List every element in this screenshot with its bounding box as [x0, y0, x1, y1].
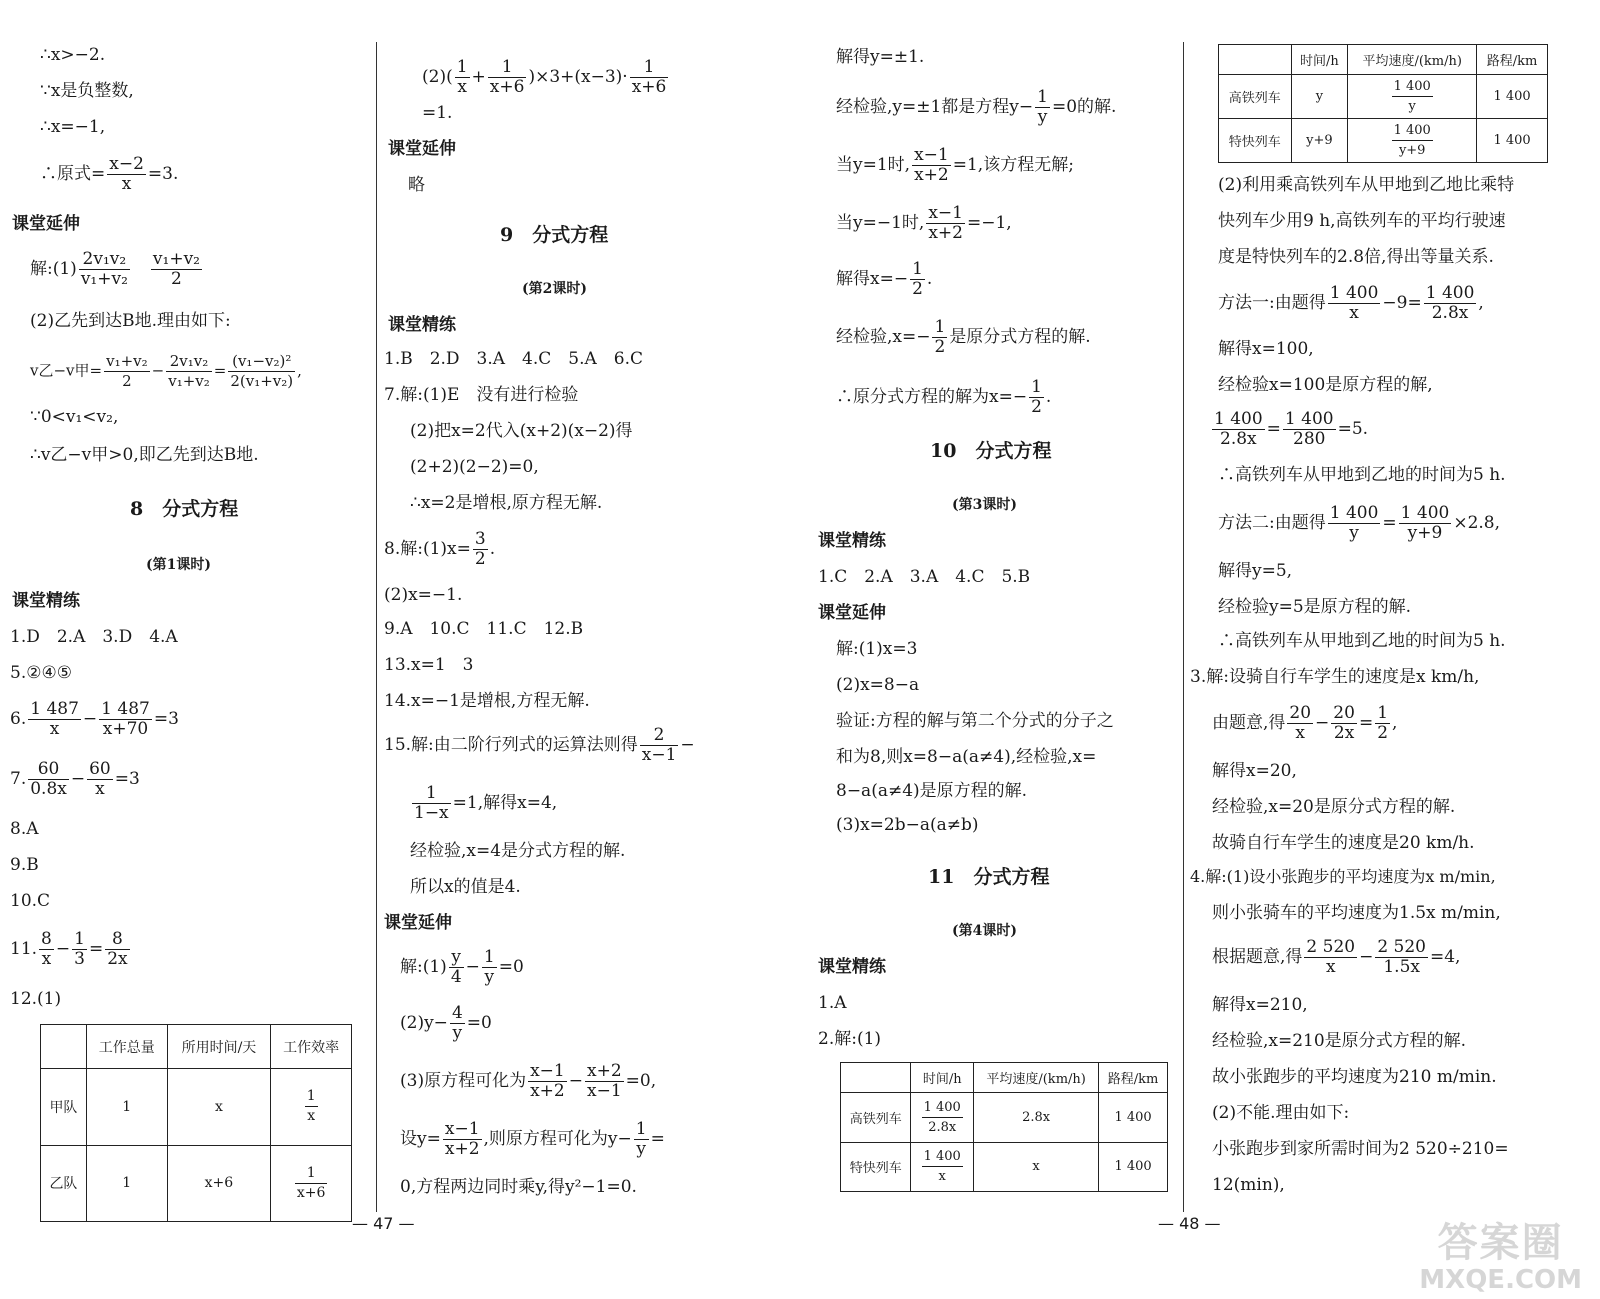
text-line: 解得x=100,	[1218, 339, 1314, 359]
answer-line: 8−a(a≠4)是原方程的解.	[836, 781, 1028, 801]
table-header: 平均速度/(km/h)	[1348, 45, 1477, 75]
section-heading: 课堂延伸	[388, 139, 456, 159]
text-line: (2)乙先到达B地.理由如下:	[30, 311, 231, 331]
answer-line: 经检验,x=20是原分式方程的解.	[1212, 797, 1456, 817]
text-line: 经检验x=100是原方程的解,	[1218, 375, 1433, 395]
table-cell: 1	[86, 1069, 167, 1146]
answer-line: 1.C 2.A 3.A 4.C 5.B	[818, 567, 1031, 587]
equation-line: 6. $\frac{1 487}{x}$ − $\frac{1 487}{x+70}$ =3	[10, 699, 179, 739]
section-heading: 课堂精练	[818, 957, 886, 977]
text-line: =1.	[422, 103, 453, 123]
answer-line: (3)x=2b−a(a≠b)	[836, 815, 979, 835]
answer-line: 经检验,x=4是分式方程的解.	[410, 841, 626, 861]
column-2	[380, 0, 780, 1235]
section-heading: 课堂延伸	[12, 214, 80, 234]
table-row	[41, 1145, 352, 1222]
section-heading: 课堂延伸	[384, 913, 452, 933]
table-cell: $\frac{1}{x+6}$	[271, 1145, 352, 1222]
table-header: 平均速度/(km/h)	[974, 1063, 1099, 1093]
equation-line: ∴原式= $\frac{x-2}{x}$ =3.	[40, 154, 179, 194]
answer-line: 7.解:(1)E 没有进行检验	[384, 385, 579, 405]
table-header: 时间/h	[1291, 45, 1348, 75]
table-cell: $\frac{1}{x}$	[271, 1069, 352, 1146]
text-line: 解得y=5,	[1218, 561, 1293, 581]
answer-line: (2)x=8−a	[836, 675, 920, 695]
answer-line: 4.解:(1)设小张跑步的平均速度为x m/min,	[1190, 867, 1496, 886]
table-header: 所用时间/天	[167, 1025, 271, 1069]
equation-line: $\frac{1 400}{2.8x}$ = $\frac{1 400}{280}$ =5.	[1214, 409, 1369, 449]
lesson-subtitle: (第3课时)	[952, 497, 1017, 513]
table-row	[41, 1069, 352, 1146]
column-1	[0, 0, 370, 1235]
answer-line: 12.(1)	[10, 989, 62, 1009]
text-line: 略	[408, 175, 425, 195]
table-cell: 2.8x	[974, 1093, 1099, 1143]
text-line: ∵0<v₁<v₂,	[30, 407, 119, 427]
text-line: 度是特快列车的2.8倍,得出等量关系.	[1218, 247, 1494, 267]
section-title: 8 分式方程	[130, 498, 239, 520]
answer-line: 验证:方程的解与第二个分式的分子之	[836, 711, 1114, 731]
equation-line: (2)y− $\frac{4}{y}$ =0	[400, 1003, 492, 1043]
answer-line: 和为8,则x=8−a(a≠4),经检验,x=	[836, 747, 1097, 767]
lesson-subtitle: (第1课时)	[146, 557, 211, 573]
table-cell: x+6	[167, 1145, 271, 1222]
table-header: 工作总量	[86, 1025, 167, 1069]
answer-line: 5.②④⑤	[10, 663, 72, 683]
table-cell: 1 400	[1099, 1142, 1168, 1192]
text-line: 解得y=±1.	[836, 47, 925, 67]
text-line: ∵x是负整数,	[40, 81, 134, 101]
section-title: 9 分式方程	[500, 224, 609, 246]
text-line: ∴高铁列车从甲地到乙地的时间为5 h.	[1218, 631, 1506, 651]
table-cell: x	[974, 1142, 1099, 1192]
table-row	[1219, 119, 1548, 163]
answer-line: 经检验,x=210是原分式方程的解.	[1212, 1031, 1467, 1051]
table-row	[841, 1093, 1168, 1143]
equation-line: (2)( $\frac{1}{x}$ + $\frac{1}{x+6}$ )×3+(x−3)· $\frac{1}{x+6}$	[422, 57, 667, 97]
equation-line: 7. $\frac{60}{0.8x}$ − $\frac{60}{x}$ =3	[10, 759, 140, 799]
column-4	[1190, 0, 1595, 1235]
column-3	[810, 0, 1180, 1235]
table-cell: $\frac{1 400}{2.8x}$	[911, 1093, 974, 1143]
answer-line: 则小张骑车的平均速度为1.5x m/min,	[1212, 903, 1501, 923]
answer-line: 2.解:(1)	[818, 1029, 882, 1049]
table-cell: $\frac{1 400}{y+9}$	[1348, 119, 1477, 163]
equation-line: 8.解:(1)x= $\frac{3}{2}$ .	[384, 529, 496, 569]
section-heading: 课堂精练	[388, 315, 456, 335]
work-efficiency-table	[40, 1024, 352, 1222]
answer-line: 8.A	[10, 819, 39, 839]
equation-line: 根据题意,得 $\frac{2 520}{x}$ − $\frac{2 520}{1.5x}$ =4,	[1212, 937, 1461, 977]
table-cell: $\frac{1 400}{y}$	[1348, 75, 1477, 119]
answer-line: 0,方程两边同时乘y,得y²−1=0.	[400, 1177, 637, 1197]
page-number: — 47 —	[352, 1214, 415, 1233]
answer-line: 故小张跑步的平均速度为210 m/min.	[1212, 1067, 1497, 1087]
equation-line: 方法一:由题得 $\frac{1 400}{x}$ −9= $\frac{1 400}{2.8x}$ ,	[1218, 283, 1484, 323]
train-table-1	[840, 1062, 1168, 1192]
answer-line: 解得x=20,	[1212, 761, 1297, 781]
equation-line: 解:(1) $\frac{y}{4}$ − $\frac{1}{y}$ =0	[400, 947, 524, 987]
table-header: 工作效率	[271, 1025, 352, 1069]
table-cell: 1 400	[1477, 75, 1548, 119]
answer-line: 10.C	[10, 891, 51, 911]
answer-line: 1.D 2.A 3.D 4.A	[10, 627, 178, 647]
table-header	[41, 1025, 87, 1069]
table-row	[841, 1142, 1168, 1192]
text-line: ∴v乙−v甲>0,即乙先到达B地.	[30, 445, 259, 465]
table-cell: x	[167, 1069, 271, 1146]
text-line: ∴x>−2.	[40, 45, 106, 65]
column-divider	[1183, 42, 1184, 1212]
equation-line: 由题意,得 $\frac{20}{x}$ − $\frac{20}{2x}$ = $\frac{1}{2}$ ,	[1212, 703, 1398, 743]
table-cell: y	[1291, 75, 1348, 119]
answer-line: 故骑自行车学生的速度是20 km/h.	[1212, 833, 1475, 853]
equation-line: ∴原分式方程的解为x=− $\frac{1}{2}$ .	[836, 377, 1052, 417]
table-cell: 1 400	[1477, 119, 1548, 163]
answer-line: 解:(1)x=3	[836, 639, 918, 659]
table-row	[1219, 75, 1548, 119]
answer-line: 所以x的值是4.	[410, 877, 521, 897]
equation-line: 设y= $\frac{x-1}{x+2}$ ,则原方程可化为y− $\frac{1}{y}$ =	[400, 1119, 665, 1159]
table-cell: 高铁列车	[1219, 75, 1292, 119]
section-title: 11 分式方程	[928, 866, 1050, 888]
equation-line: 经检验,y=±1都是方程y− $\frac{1}{y}$ =0的解.	[836, 87, 1117, 127]
text-line: (2)利用乘高铁列车从甲地到乙地比乘特	[1218, 175, 1515, 195]
answer-line: 1.A	[818, 993, 847, 1013]
answer-line: 9.A 10.C 11.C 12.B	[384, 619, 584, 639]
equation-line: v乙−v甲= $\frac{\text{v₁+v₂}}{2}$ − $\frac{\text{2v₁v₂}}{\text{v₁+v₂}}$ = $\frac{\text{(v₁−v₂)²}}{\text{2(v₁+v₂)}}$ ,	[30, 352, 302, 390]
section-heading: 课堂精练	[818, 531, 886, 551]
text-line: 经检验y=5是原方程的解.	[1218, 597, 1412, 617]
equation-line: (3)原方程可化为 $\frac{x-1}{x+2}$ − $\frac{x+2}{x-1}$ =0,	[400, 1061, 657, 1101]
table-cell: 甲队	[41, 1069, 87, 1146]
table-cell: 特快列车	[1219, 119, 1292, 163]
equation-line: 11. $\frac{8}{x}$ − $\frac{1}{3}$ = $\frac{8}{2x}$	[10, 929, 128, 969]
section-heading: 课堂延伸	[818, 603, 886, 623]
lesson-subtitle: (第4课时)	[952, 923, 1017, 939]
table-cell: y+9	[1291, 119, 1348, 163]
equation-line: 经检验,x=− $\frac{1}{2}$ 是原分式方程的解.	[836, 317, 1091, 357]
answer-line: 小张跑步到家所需时间为2 520÷210=	[1212, 1139, 1509, 1159]
page-number: — 48 —	[1158, 1214, 1221, 1233]
table-header	[1219, 45, 1292, 75]
answer-line: ∴x=2是增根,原方程无解.	[410, 493, 603, 513]
table-header: 路程/km	[1099, 1063, 1168, 1093]
section-title: 10 分式方程	[930, 440, 1052, 462]
table-header	[841, 1063, 911, 1093]
table-cell: $\frac{1 400}{x}$	[911, 1142, 974, 1192]
equation-line: 当y=−1时, $\frac{x-1}{x+2}$ =−1,	[836, 203, 1012, 243]
answer-line: 13.x=1 3	[384, 655, 474, 675]
text-line: 快列车少用9 h,高铁列车的平均行驶速	[1218, 211, 1506, 231]
watermark: 答案圈 MXQE.COM	[1419, 1220, 1582, 1295]
equation-line: 解:(1) $\frac{\text{2v₁v₂}}{\text{v₁+v₂}}$ $\frac{\text{v₁+v₂}}{2}$	[30, 249, 200, 289]
equation-line: 解得x=− $\frac{1}{2}$ .	[836, 259, 933, 299]
lesson-subtitle: (第2课时)	[522, 281, 587, 297]
answer-line: 3.解:设骑自行车学生的速度是x km/h,	[1190, 667, 1480, 687]
text-line: ∴x=−1,	[40, 117, 106, 137]
train-table-2	[1218, 44, 1548, 163]
equation-line: $\frac{1}{1-x}$ =1,解得x=4,	[414, 783, 558, 823]
equation-line: 方法二:由题得 $\frac{1 400}{y}$ = $\frac{1 400}{y+9}$ ×2.8,	[1218, 503, 1501, 543]
answer-line: (2+2)(2−2)=0,	[410, 457, 539, 477]
table-cell: 特快列车	[841, 1142, 911, 1192]
table-cell: 高铁列车	[841, 1093, 911, 1143]
answer-line: (2)不能.理由如下:	[1212, 1103, 1350, 1123]
table-cell: 1	[86, 1145, 167, 1222]
equation-line: 当y=1时, $\frac{x-1}{x+2}$ =1,该方程无解;	[836, 145, 1074, 185]
answer-line: (2)把x=2代入(x+2)(x−2)得	[410, 421, 633, 441]
table-header: 路程/km	[1477, 45, 1548, 75]
column-divider	[376, 42, 377, 1212]
answer-line: (2)x=−1.	[384, 585, 463, 605]
answer-line: 12(min),	[1212, 1175, 1285, 1195]
section-heading: 课堂精练	[12, 591, 80, 611]
table-cell: 乙队	[41, 1145, 87, 1222]
answer-line: 14.x=−1是增根,方程无解.	[384, 691, 590, 711]
answer-line: 1.B 2.D 3.A 4.C 5.A 6.C	[384, 349, 644, 369]
equation-line: 15.解:由二阶行列式的运算法则得 $\frac{2}{x-1}$ −	[384, 725, 695, 765]
answer-line: 解得x=210,	[1212, 995, 1308, 1015]
text-line: ∴高铁列车从甲地到乙地的时间为5 h.	[1218, 465, 1506, 485]
table-header: 时间/h	[911, 1063, 974, 1093]
table-cell: 1 400	[1099, 1093, 1168, 1143]
answer-line: 9.B	[10, 855, 39, 875]
